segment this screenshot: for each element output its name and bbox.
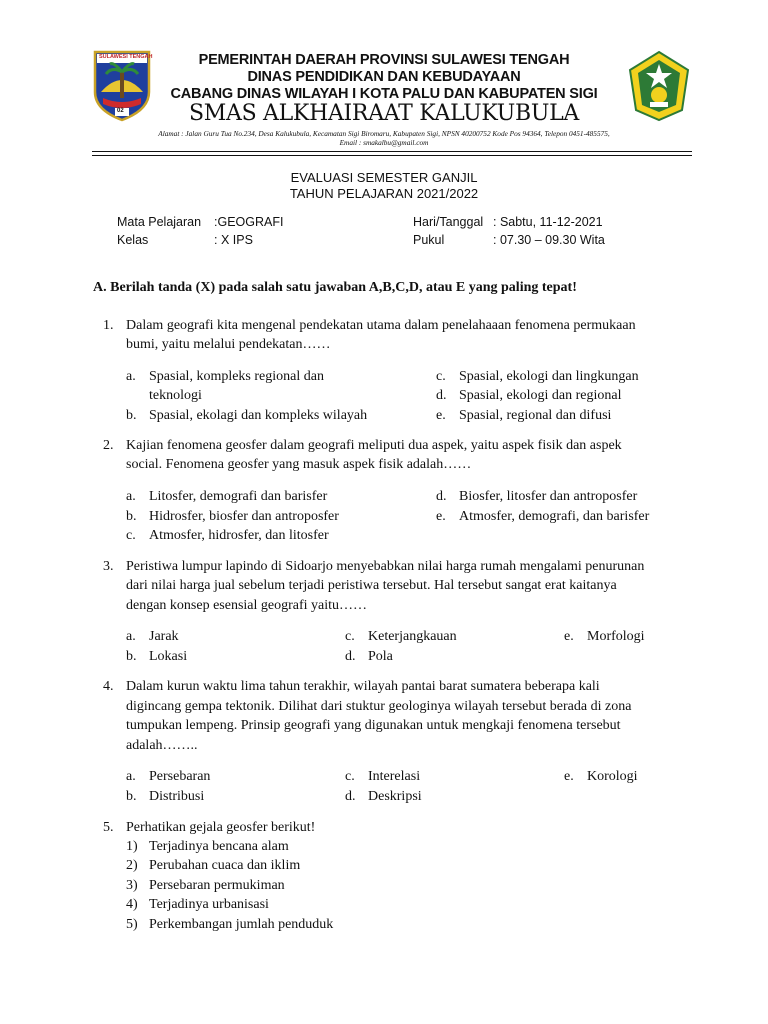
option-text: Atmosfer, hidrosfer, dan litosfer <box>149 528 329 543</box>
question-text: dengan konsep esensial geografi yaitu…… <box>126 598 368 613</box>
header-divider-thick <box>92 151 692 152</box>
list-number: 1) <box>126 839 138 854</box>
question-text: tumpukan lempeng. Prinsip geografi yang digunakan untuk mengkaji fenomena tersebut <box>126 718 621 733</box>
option-text: Lokasi <box>149 649 188 664</box>
option-letter: b. <box>126 509 137 524</box>
day-label: Hari/Tanggal <box>413 215 484 229</box>
question-text: Kajian fenomena geosfer dalam geografi meliputi dua aspek, yaitu aspek fisik dan aspek <box>126 438 622 453</box>
school-email: Email : smakalbu@gmail.com <box>339 138 429 147</box>
option-letter: a. <box>126 769 136 784</box>
header-branch: CABANG DINAS WILAYAH I KOTA PALU DAN KABUPATEN SIGI <box>170 86 598 102</box>
subject-value: :GEOGRAFI <box>214 215 284 229</box>
option-text: Distribusi <box>149 789 205 804</box>
option-text: Spasial, ekologi dan regional <box>459 388 622 403</box>
class-value: : X IPS <box>214 233 253 247</box>
time-value: : 07.30 – 09.30 Wita <box>493 233 605 247</box>
option-letter: e. <box>436 509 446 524</box>
option-text: teknologi <box>149 388 202 403</box>
section-a-instruction: A. Berilah tanda (X) pada salah satu jawaban A,B,C,D, atau E yang paling tepat! <box>93 280 577 295</box>
option-letter: b. <box>126 649 137 664</box>
list-number: 3) <box>126 878 138 893</box>
emblem-banner-text: SULAWESI TENGAH <box>99 54 153 60</box>
option-letter: b. <box>126 408 137 423</box>
option-text: Korologi <box>587 769 638 784</box>
list-item: Perubahan cuaca dan iklim <box>149 858 301 873</box>
header-government: PEMERINTAH DAERAH PROVINSI SULAWESI TENGAH <box>198 52 570 68</box>
question-number: 3. <box>103 559 114 574</box>
option-text: Spasial, ekologi dan lingkungan <box>459 369 639 384</box>
exam-year: TAHUN PELAJARAN 2021/2022 <box>289 186 479 201</box>
option-text: Deskripsi <box>368 789 422 804</box>
question-number: 2. <box>103 438 114 453</box>
question-text: Perhatikan gejala geosfer berikut! <box>126 820 316 835</box>
day-value: : Sabtu, 11-12-2021 <box>493 215 603 229</box>
header-divider-thin <box>92 155 692 156</box>
list-item: Persebaran permukiman <box>149 878 285 893</box>
option-letter: e. <box>436 408 446 423</box>
option-text: Keterjangkauan <box>368 629 457 644</box>
question-text: digincang gempa tektonik. Dilihat dari stuktur geologinya wilayah tersebut berada di zona <box>126 699 632 714</box>
list-number: 2) <box>126 858 138 873</box>
question-text: Dalam geografi kita mengenal pendekatan utama dalam penelahaaan fenomena permukaan <box>126 318 636 333</box>
question-text: dari nilai harga jual sebelum terjadi peristiwa tersebut. Hal tersebut sangat erat kaitanya <box>126 578 617 593</box>
option-text: Biosfer, litosfer dan antroposfer <box>459 489 638 504</box>
question-text: Dalam kurun waktu lima tahun terakhir, wilayah pantai barat sumatera beberapa kali <box>126 679 600 694</box>
option-text: Morfologi <box>587 629 645 644</box>
header-department: DINAS PENDIDIKAN DAN KEBUDAYAAN <box>247 69 521 85</box>
option-letter: c. <box>345 769 355 784</box>
emblem-number: 02 <box>117 108 124 114</box>
option-text: Jarak <box>149 629 179 644</box>
option-text: Interelasi <box>368 769 421 784</box>
option-letter: a. <box>126 489 136 504</box>
option-letter: e. <box>564 769 574 784</box>
option-letter: c. <box>345 629 355 644</box>
option-text: Spasial, regional dan difusi <box>459 408 612 423</box>
option-letter: b. <box>126 789 137 804</box>
list-item: Terjadinya urbanisasi <box>149 897 269 912</box>
question-number: 5. <box>103 820 114 835</box>
list-item: Perkembangan jumlah penduduk <box>149 917 334 932</box>
question-text: Peristiwa lumpur lapindo di Sidoarjo menyebabkan nilai harga rumah mengalami penurunan <box>126 559 645 574</box>
option-letter: d. <box>436 388 447 403</box>
option-letter: c. <box>436 369 446 384</box>
option-text: Atmosfer, demografi, dan barisfer <box>459 509 650 524</box>
option-text: Pola <box>368 649 393 664</box>
question-number: 1. <box>103 318 114 333</box>
option-letter: e. <box>564 629 574 644</box>
list-number: 4) <box>126 897 138 912</box>
question-text: social. Fenomena geosfer yang masuk aspek fisik adalah…… <box>126 457 472 472</box>
question-text: bumi, yaitu melalui pendekatan…… <box>126 337 331 352</box>
option-text: Spasial, ekolagi dan kompleks wilayah <box>149 408 368 423</box>
option-letter: d. <box>436 489 447 504</box>
question-number: 4. <box>103 679 114 694</box>
exam-title: EVALUASI SEMESTER GANJIL <box>290 170 478 185</box>
option-letter: a. <box>126 369 136 384</box>
option-text: Spasial, kompleks regional dan <box>149 369 324 384</box>
time-label: Pukul <box>413 233 445 247</box>
option-letter: a. <box>126 629 136 644</box>
option-text: Litosfer, demografi dan barisfer <box>149 489 328 504</box>
option-text: Hidrosfer, biosfer dan antroposfer <box>149 509 339 524</box>
option-letter: c. <box>126 528 136 543</box>
subject-label: Mata Pelajaran <box>117 215 202 229</box>
option-letter: d. <box>345 649 356 664</box>
class-label: Kelas <box>117 233 149 247</box>
list-number: 5) <box>126 917 138 932</box>
option-letter: d. <box>345 789 356 804</box>
school-address: Alamat : Jalan Guru Tua No.234, Desa Kalukubula, Kecamatan Sigi Biromaru, Kabupaten Sigi, NPSN 40200752 Kode Pos 94364, Telepon 0451-485575, <box>158 129 610 138</box>
question-text: adalah…….. <box>126 738 198 753</box>
list-item: Terjadinya bencana alam <box>149 839 289 854</box>
option-text: Persebaran <box>149 769 211 784</box>
school-name: SMAS ALKHAIRAAT KALUKUBULA <box>188 101 580 126</box>
